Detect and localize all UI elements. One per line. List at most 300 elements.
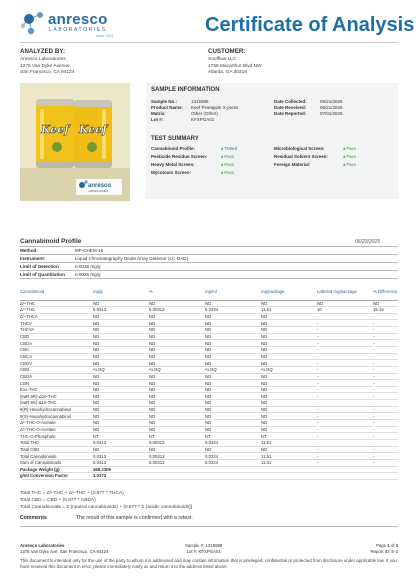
table-row [20,386,398,393]
table-cell: ND [205,426,261,433]
sample-no-label: Sample No.: [151,99,178,104]
sample-info-heading: SAMPLE INFORMATION [151,87,220,93]
table-cell: ND [205,353,261,360]
table-cell: ND [149,340,205,347]
table-cell: - [373,433,398,440]
table-row [20,373,398,380]
footer-sample-info [185,543,222,555]
table-cell: ND [93,353,149,360]
date-received-label: Date Received: [274,105,307,110]
table-cell [317,466,373,473]
table-body [20,300,398,479]
table-cell: - [373,327,398,334]
table-cell: - [373,373,398,380]
meta-divider [20,270,398,271]
table-cell: - [373,346,398,353]
table-cell: Δ⁸-THC [20,300,93,307]
table-cell: ND [149,373,205,380]
table-row [20,366,398,373]
table-cell: - [373,393,398,400]
table-cell: NT [205,433,261,440]
comments-text: The result of this sample is confirmed with a retest. [76,515,193,521]
table-cell: ND [261,320,317,327]
table-row [20,300,398,307]
table-cell: NT [93,433,149,440]
loq-label: Limit of Quantitation [20,272,65,277]
table-cell: ND [205,313,261,320]
table-cell: ND [149,353,205,360]
column-header: mg/g [93,289,149,300]
can-brand-right: Keef [78,123,108,136]
table-cell: ND [93,420,149,427]
product-photo [20,83,130,201]
table-row [20,320,398,327]
table-row [20,446,398,453]
table-cell: - [317,340,373,347]
column-header: Cannabinoid [20,289,93,300]
table-cell: <LOQ [261,366,317,373]
table-cell: Sum of Cannabinoids [20,459,93,466]
table-cell: ND [261,400,317,407]
table-cell: CBGA [20,373,93,380]
table-cell: 11.51 [261,439,317,446]
table-cell: 0.00313 [149,307,205,314]
table-cell: 0.0313 [93,307,149,314]
table-cell [205,473,261,480]
table-cell: - [317,453,373,460]
table-cell: - [373,400,398,407]
footer-page-info [340,543,398,555]
table-cell: ND [261,360,317,367]
table-cell: ND [261,300,317,307]
table-cell: - [317,380,373,387]
table-cell: Exo-THC [20,386,93,393]
table-cell [317,473,373,480]
product-name-value: Keef Pineapple X-press [191,105,239,110]
status-badge: ● Pass [343,146,356,151]
table-cell: - [317,393,373,400]
page-total: 3 [395,543,398,548]
header-divider [20,42,398,43]
table-cell: CBDV [20,360,93,367]
summary-label: Pesticide Residue Screen: [151,154,208,159]
lod-value: 0.0038 mg/g [75,264,101,269]
table-row [20,473,398,480]
table-row [20,307,398,314]
sample-no-value: 1315988 [191,99,209,104]
column-header: mg/ml [205,289,261,300]
method-value: MF-CHEM-15 [75,248,104,253]
table-cell: ND [261,406,317,413]
table-cell: - [317,333,373,340]
table-cell [205,466,261,473]
page-of: of [389,543,396,548]
table-cell: ND [149,406,205,413]
table-cell: 11.51 [261,307,317,314]
table-cell: ND [205,446,261,453]
customer-block [208,48,262,77]
table-cell: ND [93,340,149,347]
table-cell: ND [93,346,149,353]
table-cell: - [373,413,398,420]
table-cell: <LOQ [149,366,205,373]
table-cell: - [317,327,373,334]
table-cell: CBN [20,380,93,387]
cannabinoid-table [20,289,398,480]
table-cell: - [317,439,373,446]
customer-line: Soofflaw LLC [208,57,237,62]
table-row [20,346,398,353]
photo-lab-sub: LABORATORIES [88,190,108,193]
table-row [20,333,398,340]
method-label: Method: [20,248,38,253]
table-cell: 0.0324 [205,439,261,446]
table-cell: - [373,453,398,460]
molecule-icon [20,10,48,36]
table-cell: ND [149,327,205,334]
table-cell [373,466,398,473]
table-cell: - [373,439,398,446]
table-cell: ND [149,426,205,433]
table-cell: - [373,353,398,360]
table-cell: NT [149,433,205,440]
table-cell: ND [261,420,317,427]
analyzed-by-line: San Francisco, CA 94124 [20,70,75,76]
table-cell: - [317,400,373,407]
date-received-value: 06/21/2025 [320,105,343,110]
table-cell: ND [149,346,205,353]
table-cell: <LOQ [205,366,261,373]
table-cell: ND [149,393,205,400]
customer-heading: CUSTOMER: [208,48,246,55]
summary-label: Microbiological Screen: [274,146,325,151]
formula-total-cannabinoids: Total Cannabinoids = Σ (neutral cannabinoids) + [0.877 * Σ (acidic cannabinoids)] [20,505,193,510]
table-cell: ND [205,420,261,427]
summary-label: Heavy Metal Screen: [151,162,195,167]
table-row [20,380,398,387]
table-row [20,459,398,466]
summary-label: Cannabinoid Profile: [151,146,196,151]
table-cell: - [373,320,398,327]
table-cell: - [373,426,398,433]
instrument-value: Liquid Chromatography Diode Array Detector (LC-DAD) [75,256,189,261]
table-cell: ND [205,300,261,307]
analyzed-by-line: 1375 Van Dyke Avenue, [20,63,72,69]
table-cell: 9(R)-Hexahydrocannabinol [20,406,93,413]
table-cell: ND [149,360,205,367]
lod-label: Limit of Detection [20,264,59,269]
table-row [20,360,398,367]
table-row [20,420,398,427]
summary-label: Residual Solvent Screen: [274,154,329,159]
footer-lot: Lot #: KFXPGA01 [186,549,221,554]
table-cell: - [373,446,398,453]
meta-divider [20,254,398,255]
table-cell: ND [149,400,205,407]
analyzed-by-block [20,48,74,77]
table-cell: THC-O-Phosphate [20,433,93,440]
matrix-value: Other (Other) [191,111,218,116]
table-cell: - [317,320,373,327]
table-cell: ND [149,313,205,320]
table-cell: ND [261,333,317,340]
table-cell: - [317,433,373,440]
table-cell: <LOQ [93,366,149,373]
table-cell: ND [93,393,149,400]
footer-address [20,543,108,555]
table-row [20,439,398,446]
table-cell [149,473,205,480]
table-cell: - [373,459,398,466]
anresco-logo [20,10,150,38]
status-badge: ● Pass [221,162,234,167]
table-cell: ND [261,426,317,433]
status-badge: ● Pass [343,162,356,167]
lot-label: Lot #: [151,117,164,122]
table-cell: - [373,380,398,387]
page-prefix: Page [376,543,388,548]
table-cell: ND [93,320,149,327]
table-row [20,400,398,407]
table-cell: ND [261,380,317,387]
table-header-row [20,289,398,300]
table-row [20,313,398,320]
table-cell: 0.0313 [93,459,149,466]
date-reported-value: 07/01/2025 [320,111,343,116]
table-row [20,453,398,460]
table-cell: 0.0324 [205,459,261,466]
table-cell: ND [93,327,149,334]
table-cell: ND [205,373,261,380]
table-cell: Total THC [20,439,93,446]
table-cell: ND [93,400,149,407]
table-cell: 15.15 [373,307,398,314]
table-cell: - [373,360,398,367]
table-cell: Δ⁹-THC [20,307,93,314]
table-cell: 11.51 [261,453,317,460]
table-cell: CBC [20,346,93,353]
table-cell: ND [93,360,149,367]
can-brand-left: Keef [40,123,70,136]
table-cell: 0.00313 [149,459,205,466]
loq-value: 0.0025 mg/g [75,272,101,277]
report-id: Report ID: S-2 [370,549,398,554]
table-cell: 1.0373 [93,473,149,480]
table-cell: ND [261,386,317,393]
meta-divider [20,262,398,263]
table-cell: 0.0313 [93,453,149,460]
status-badge: ● Pass [221,170,234,175]
profile-title: Cannabinoid Profile [20,238,82,245]
table-cell: - [317,353,373,360]
table-cell: ND [205,333,261,340]
table-cell: - [317,346,373,353]
table-row [20,406,398,413]
meta-divider [20,278,398,279]
table-cell: 11.51 [261,459,317,466]
table-cell: CBCA [20,353,93,360]
table-cell [373,473,398,480]
date-collected-value: 06/21/2025 [320,99,343,104]
table-cell: THCVA [20,327,93,334]
analyzed-by-heading: ANALYZED BY: [20,48,66,55]
table-cell: Δ⁹-THCA [20,313,93,320]
table-cell: ND [205,400,261,407]
table-cell: - [373,420,398,427]
table-cell: ND [261,327,317,334]
table-cell: ND [205,320,261,327]
logo-since: since 1943 [96,34,113,38]
table-cell: CBD [20,333,93,340]
table-cell: 0.00313 [149,453,205,460]
logo-sub: LABORATORIES [49,27,107,33]
analyzed-by-line: Anresco Laboratories [20,57,66,62]
table-cell: Δ⁸-THC-O-Acetate [20,420,93,427]
table-cell: - [373,313,398,320]
table-row [20,340,398,347]
table-cell: (6aR,9S)-Δ10-THC [20,400,93,407]
page-title: Certificate of Analysis [205,14,415,36]
table-cell: - [373,340,398,347]
table-row [20,393,398,400]
logo-name: anresco [48,11,108,28]
column-header: mg/package [261,289,317,300]
table-cell: - [317,420,373,427]
table-cell: ND [93,426,149,433]
table-cell: ND [93,413,149,420]
summary-label: Foreign Material: [274,162,311,167]
table-row [20,433,398,440]
product-name-label: Product Name: [151,105,184,110]
column-header: % Difference [373,289,398,300]
table-row [20,413,398,420]
table-cell: ND [149,333,205,340]
table-cell: 10 [317,307,373,314]
customer-line: Atlanta, GA 30318 [208,70,247,76]
comments-divider [20,526,398,527]
column-header: % [149,289,205,300]
table-row [20,466,398,473]
table-cell: - [317,459,373,466]
table-cell: - [373,366,398,373]
table-cell: ND [149,413,205,420]
table-cell: ND [261,413,317,420]
status-badge: ● Tested [221,146,237,151]
table-cell: ND [205,386,261,393]
table-cell: ND [93,373,149,380]
table-cell: ND [205,393,261,400]
table-cell: ND [205,327,261,334]
table-cell: Δ⁹-THC-O-Acetate [20,426,93,433]
table-cell: - [317,366,373,373]
table-cell: ND [205,340,261,347]
table-cell: Total CBD [20,446,93,453]
table-cell: - [317,426,373,433]
product-cans-image [20,83,130,201]
sample-info-panel [146,83,398,199]
date-collected-label: Date Collected: [274,99,307,104]
table-cell: ND [205,413,261,420]
profile-date: 06/23/2025 [355,239,381,245]
table-cell: NT [261,433,317,440]
table-cell: - [317,413,373,420]
table-cell: ND [93,300,149,307]
table-cell: ND [317,300,373,307]
date-reported-label: Date Reported: [274,111,307,116]
table-cell: ND [205,406,261,413]
table-cell: - [317,406,373,413]
instrument-label: Instrument: [20,256,46,261]
status-badge: ● Pass [221,154,234,159]
table-cell: - [317,360,373,367]
matrix-label: Matrix: [151,111,166,116]
table-cell: ND [93,446,149,453]
table-cell: 0.0324 [205,453,261,460]
table-cell: g/ml Conversion Factor [20,473,93,480]
table-cell: ND [149,386,205,393]
table-cell: 0.00313 [149,439,205,446]
table-cell: Package Weight (g) [20,466,93,473]
table-cell: THCV [20,320,93,327]
formula-total-cbd: Total CBD = CBD + (0.877 * CBDA) [20,498,96,503]
table-cell: ND [93,333,149,340]
profile-divider [20,246,398,247]
table-cell: ND [261,340,317,347]
footer-sample: Sample #: 1315988 [185,543,223,548]
table-cell: 9(S)-Hexahydrocannabinol [20,413,93,420]
table-cell: CBG [20,366,93,373]
table-cell: (6aR,9R)-Δ10-THC [20,393,93,400]
table-cell: ND [373,300,398,307]
table-cell [261,466,317,473]
photo-lab-label: anresco [88,183,112,189]
table-cell: 368.2309 [93,466,149,473]
table-cell: - [373,386,398,393]
table-cell: - [317,446,373,453]
table-row [20,327,398,334]
table-cell: ND [149,446,205,453]
formula-total-thc: Total THC = Δ⁸-THC + Δ⁹-THC + (0.877 * THCA) [20,491,124,496]
table-cell: ND [205,360,261,367]
table-cell: - [317,313,373,320]
table-cell: Total Cannabinoids [20,453,93,460]
table-cell: ND [261,353,317,360]
table-cell: ND [149,380,205,387]
customer-line: 1758 Macarthur Blvd NW [208,63,262,69]
table-cell: ND [261,393,317,400]
table-cell [261,473,317,480]
footer-street: 1375 Van Dyke Ave, San Francisco, CA 94124 [20,549,109,554]
table-cell: ND [261,313,317,320]
table-cell: ND [149,320,205,327]
table-cell [149,466,205,473]
table-cell: ND [261,373,317,380]
summary-label: Mycotoxin Screen: [151,170,192,175]
table-cell: ND [93,406,149,413]
table-cell: - [373,333,398,340]
table-cell: ND [93,313,149,320]
table-cell: ND [261,346,317,353]
test-summary-heading: TEST SUMMARY [151,136,199,142]
table-cell: ND [149,420,205,427]
table-cell: ND [205,380,261,387]
table-cell: - [317,386,373,393]
page-num: 1 [387,543,390,548]
table-cell: ND [149,300,205,307]
table-cell: ND [93,386,149,393]
table-cell: ND [205,346,261,353]
table-cell: ND [93,380,149,387]
